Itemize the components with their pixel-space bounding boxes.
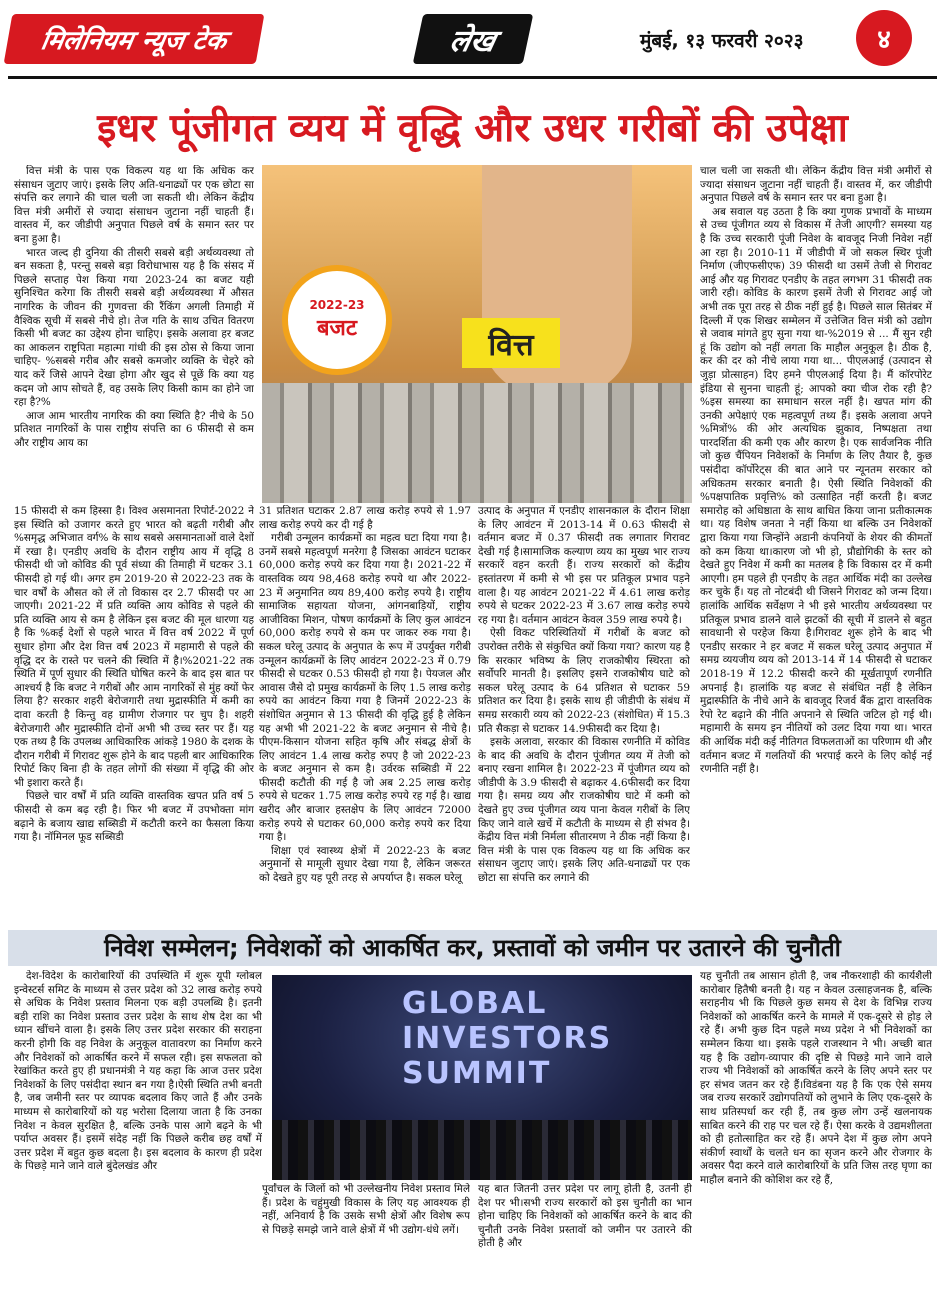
paragraph: इसके अलावा, सरकार की विकास रणनीति में कोविड के बाद की अवधि के दौरान पूंजीगत व्यय में तेजी को बनाए रखना शामिल है। 2022-23 में पूंजीगत व्यय को जीडीपी के 3.9 फीसदी से बढ़ाकर 4.6फीसदी कर दिया गया है। समग्र व्यय और राजकोषीय घाटे में कमी को देखते हुए उच्च पूंजीगत व्यय पाना केवल गरीबों के लिए किए जाने वाले खर्चे में कटौती के माध्यम से ही संभव है। केंद्रीय वित्त मंत्री निर्मला सीतारमण ने ठीक नहीं किया है।वित्त मंत्री के पास एक विकल्प यह था कि अधिक कर संसाधन जुटाए जाएं। इसके लिए अति-धनाढ्यों पर एक छोटा सा संपत्ति कर लगाने की: [478, 736, 690, 885]
paragraph: उत्पाद के अनुपात में एनडीए शासनकाल के दौरान शिक्षा के लिए आवंटन में 2013-14 में 0.63 फीसदी से वर्तमान बजट में 0.37 फीसदी तक लगातार गिरावट देखी गई है।सामाजिक कल्याण व्यय का मुख्य भार राज्य सरकारें वहन करती हैं। राज्य सरकारों को केंद्रीय हस्तांतरण में कमी से भी इस पर प्रतिकूल प्रभाव पड़ने वाला है। यह आवंटन 2021-22 में 4.61 लाख करोड़ रुपये से घटकर 2022-23 में 3.67 लाख करोड़ रुपये रह गया है। वर्तमान आवंटन केवल 359 लाख रुपये है।: [478, 505, 690, 626]
paragraph: आज आम भारतीय नागरिक की क्या स्थिति है? नीचे के 50 प्रतिशत नागरिकों के पास राष्ट्रीय संपत्ति का 6 फीसदी से कम और राष्ट्रीय आय का: [14, 409, 254, 449]
paragraph: यह चुनौती तब आसान होती है, जब नौकरशाही की कार्यशैली कारोबार हितैषी बनती है। यह न केवल उत्साहजनक है, बल्कि सराहनीय भी कि पिछले कुछ समय से देश के विभिन्न राज्य निवेशकों को आकर्षित करने के मामले में एक-दूसरे से होड़ ले रहे हैं। अभी कुछ दिन पहले मध्य प्रदेश ने भी निवेशकों का सम्मेलन किया था। इसके पहले राजस्थान ने भी। अच्छी बात यह है कि उद्योग-व्यापार की दृष्टि से पिछड़े माने जाने वाले राज्य भी निवेशकों को आकर्षित करने के लिए अपने स्तर पर हर संभव जतन कर रहे हैं।विडंबना यह है कि एक ऐसे समय जब राज्य सरकारें उद्योगपतियों को लुभाने के लिए एक-दूसरे के साथ प्रतिस्पर्धा कर रही हैं, तब कुछ लोग उन्हें खलनायक साबित करने की राह पर चल रहे हैं। ऐसा करके वे उद्यमशीलता को ही हतोत्साहित कर रहे हैं। अपने देश में कुछ लोग अपने संकीर्ण स्वार्थों के चलते धन का सृजन करने और रोजगार के अवसर पैदा करने वाले कारोबारियों के प्रति जिस तरह घृणा का माहौल बनाने की कोशिश कर रहे हैं,: [700, 970, 932, 1186]
paragraph: गरीबी उन्मूलन कार्यक्रमों का महत्व घटा दिया गया है। उनमें सबसे महत्वपूर्ण मनरेगा है जिसका आवंटन घटाकर 60,000 करोड़ रुपये कर दिया गया है। 2021-22 में वास्तविक व्यय 98,468 करोड़ रुपये था और 2022-23 में अनुमानित व्यय 89,400 करोड़ रुपये है। राष्ट्रीय सामाजिक सहायता योजना, आंगनबाड़ियों, राष्ट्रीय आजीविका मिशन, पोषण कार्यक्रमों के लिए कुल आवंटन 60,000 करोड़ रुपये से कम पर जाकर रुक गया है। सकल घरेलू उत्पाद के अनुपात के रूप में उपर्युक्त गरीबी उन्मूलन कार्यक्रमों के लिए आवंटन 2022-23 में 0.79 फीसदी से घटकर 0.53 फीसदी हो गया है। पेयजल और आवास जैसे दो प्रमुख कार्यक्रमों के लिए 1.5 लाख करोड़ रुपये का आवंटन किया गया है जिनमें 2022-23 के संशोधित अनुमान से 13 फीसदी की वृद्धि हुई है लेकिन यह अभी भी 2021-22 के बजट अनुमान से नीचे है।पीएम-किसान योजना सहित कृषि और संबद्ध क्षेत्रों के लिए आवंटन 1.4 लाख करोड़ रुपए है जो 2022-23 के बजट अनुमान से कम है। उर्वरक सब्सिडी में 22 फीसदी कटौती की गई है जो अब 2.25 लाख करोड़ रुपये से घटकर 1.75 लाख करोड़ रुपये रह गई है। खाद्य खरीद और बाजार हस्तक्षेप के लिए आवंटन 72000 करोड़ रुपये से घटाकर 60,000 करोड़ रुपये कर दिया गया है।: [259, 532, 471, 844]
budget-badge: [282, 265, 392, 375]
paragraph: 31 प्रतिशत घटाकर 2.87 लाख करोड़ रुपये से 1.97 लाख करोड़ रुपये कर दी गई है: [259, 505, 471, 531]
article-column-2: [259, 505, 471, 925]
article-column-4: [700, 165, 932, 925]
paragraph: चाल चली जा सकती थी। लेकिन केंद्रीय वित्त मंत्री अमीरों से ज्यादा संसाधन जुटाना नहीं चाहती हैं। वास्तव में, कर जीडीपी अनुपात पिछले वर्ष के समान स्तर पर बना हुआ है।: [700, 165, 932, 205]
second-column-3: [478, 1183, 692, 1288]
paragraph: शिक्षा एवं स्वास्थ्य क्षेत्रों में 2022-23 के बजट अनुमानों से मामूली सुधार देखा गया है, लेकिन जरूरत को देखते हुए यह पूरी तरह से अपर्याप्त है। सकल घरेलू: [259, 844, 471, 885]
paragraph: वित्त मंत्री के पास एक विकल्प यह था कि अधिक कर संसाधन जुटाए जाएं। इसके लिए अति-धनाढ्यों पर एक छोटा सा संपत्ति कर लगाने की चाल चली जा सकती थी। लेकिन केंद्रीय वित्त मंत्री अमीरों से ज्यादा संसाधन जुटाना नहीं चाहती हैं। वास्तव में, कर जीडीपी अनुपात पिछले वर्ष के समान स्तर पर बना हुआ है।: [14, 165, 254, 245]
coin-stacks-image: [262, 383, 692, 503]
article-column-1-top: [14, 165, 254, 505]
summit-photo: [272, 975, 692, 1180]
masthead-rule: [8, 76, 937, 79]
section-label: लेख: [413, 14, 534, 64]
summit-logo-text: GLOBAL INVESTORS SUMMIT: [402, 985, 613, 1091]
dateline: मुंबई, १३ फरवरी २०२३: [640, 30, 804, 52]
main-headline: इधर पूंजीगत व्यय में वृद्धि और उधर गरीबों की उपेक्षा: [97, 106, 848, 151]
page-number: ४: [856, 10, 912, 66]
paragraph: अब सवाल यह उठता है कि क्या गुणक प्रभावों के माध्यम से उच्च पूंजीगत व्यय से विकास में तेजी आएगी? समस्या यह है कि उच्च सरकारी पूंजी निवेश के बावजूद निजी निवेश नहीं आ रहा है। 2010-11 में जीडीपी में जो सकल स्थिर पूंजी निर्माण (जीएफसीएफ) 39 फीसदी था उसमें तेजी से गिरावट आई और यह गिरावट एनडीए के तहत लगभग 31 फीसदी तक जारी रही। कोविड के कारण इसमें तेजी से गिरावट आई जो अभी तक पूरा तरह से ठीक नहीं हुई है। पिछले साल सितंबर में दिल्ली में एक शिखर सम्मेलन में उत्तेजित वित्त मंत्री को उद्योग से जवाब मांगते हुए सुना गया था-%2019 से ... मैं सुन रही हूं कि उद्योग को नहीं लगता कि माहौल अनुकूल है। ठीक है, कर की दर को नीचे लाया गया था... पीएलआई (उत्पादन से जुड़ा प्रोत्साहन) दिए हमने पीएलआई दिया है। मैं कॉरपोरेट इंडिया से सुनना चाहती हूं; आपको क्या चीज रोक रही है?%इस समस्या का समाधान सरल नहीं है। खपत मांग की उनकी अपेक्षाएं एक महत्वपूर्ण तथ्य हैं। इसके अलावा अपने %मित्रों% की ओर अत्यधिक झुकाव, निष्पक्षता तथा पारदर्शिता की कमी एक और कारण है। एक सार्वजनिक नीति जो कुछ चैंपियन निवेशकों के निर्माण के लिए तैयार है, कुछ पसंदीदा कॉर्पोरेट्स की बात आने पर न्यूनतम सरकार को अधिकतम सरकार बनाती है। ऐसी स्थिति निवेशकों की %पक्षपातिक प्रवृत्ति% को उत्साहित नहीं करती है। बजट समारोह को अधिष्ठाता के साथ बाधित किया जाना प्रतीकात्मक था। यह विशेष जनता ने नहीं किया था बल्कि उन निवेशकों द्वारा किया गया जिन्होंने अडानी कंपनियों के शेयर की कीमतों को कम किया था।कारण जो भी हो, प्रौद्योगिकी के स्तर को देखते हुए निवेश में कमी का मतलब है कि विकास दर में कमी आएगी। हम पहले ही एनडीए के तहत आर्थिक मंदी का उल्लेख कर चुके हैं। यह तो नोटबंदी थी जिसने गिरावट को जन्म दिया। हालांकि आर्थिक सर्वेक्षण ने भी इसे भारतीय अर्थव्यवस्था पर प्रतिकूल प्रभाव डालने वाले झटकों की सूची में डालने से बहुत सावधानी से परहेज किया है।गिरावट शुरू होने के बाद भी एनडीए सरकार ने हर बजट में सकल घरेलू उत्पाद अनुपात में समग्र व्ययजीय व्यय को 2013-14 में 14 फीसदी से घटाकर 2018-19 में 12.2 फीसदी करने की मूर्खतापूर्ण रणनीति अपनाई है। हालांकि यह बजट से संबंधित नहीं है लेकिन मुद्रास्फीति के नीचे आने के बावजूद रिजर्व बैंक द्वारा वास्तविक रेपो रेट बढ़ाने की नीति अपनाने से स्थिति जटिल हो गई थी। महामारी के समय इन नीतियों को उलट दिया गया था। भारत की आर्थिक मंदी कई नीतिगत विफलताओं का परिणाम थी और वर्तमान बजट में गलतियों की भरपाई करने के लिए कोई नई रणनीति नहीं है।: [700, 205, 932, 776]
budget-word: बजट: [317, 316, 357, 341]
second-column-1: [14, 970, 262, 1288]
paper-name: मिलेनियम न्यूज टेक: [4, 14, 265, 64]
paragraph: पिछले चार वर्षों में प्रति व्यक्ति वास्तविक खपत प्रति वर्ष 5 फीसदी से कम बढ़ रही है। फिर भी बजट में उपभोक्ता मांग बढ़ाने के बजाय खाद्य सब्सिडी में कटौती करने का फैसला किया गया है। नॉमिनल फूड सब्सिडी: [14, 790, 254, 844]
article-column-1-bottom: [14, 505, 254, 925]
paragraph: भारत जल्द ही दुनिया की तीसरी सबसे बड़ी अर्थव्यवस्था तो बन सकता है, परन्तु सबसे बड़ा विरोधाभास यह है कि संसद में पिछले सप्ताह पेश किया गया 2023-24 का बजट यही सुनिश्चित करेगा कि तीसरी सबसे बड़ी अर्थव्यवस्था में औसत नागरिक के जीवन की गुणवत्ता की रैंकिंग अगली तिमाही में वैश्विक सूची में सबसे नीचे हो। तेज गति के साथ उचित वितरण किसी भी बजट का उद्देश्य होना चाहिए। इसके अलावा हर बजट का आकलन राष्ट्रपिता महात्मा गांधी की इस ठोस से किया जाना चाहिए- %सबसे गरीब और सबसे कमजोर व्यक्ति के चेहरे को याद करें जिसे आपने देखा होगा और खुद से पूछें कि क्या यह कदम जो आप सोचते हैं, वह उसके लिए किसी काम का होने जा रहा है?%: [14, 246, 254, 409]
paragraph: ऐसी विकट परिस्थितियों में गरीबों के बजट को उपरोक्त तरीके से संकुचित क्यों किया गया? कारण यह है कि सरकार भविष्य के लिए राजकोषीय स्थिरता को सर्वोपरि मानती है। इसलिए इसने राजकोषीय घाटे को सकल घरेलू उत्पाद के 64 प्रतिशत से घटाकर 59 प्रतिशत कर दिया है। इसके साथ ही जीडीपी के संबंध में समग्र सरकारी व्यय को 2022-23 (संशोधित) में 15.3 प्रति सैकड़ा से घटाकर 14.9फीसदी कर दिया है।: [478, 627, 690, 735]
paragraph: यह बात जितनी उत्तर प्रदेश पर लागू होती है, उतनी ही देश पर भी।सभी राज्य सरकारों को इस चुनौती का भान होना चाहिए कि निवेशकों को आकर्षित करने के बाद की चुनौती उनके निवेश प्रस्तावों को जमीन पर उतारने की होती है और: [478, 1183, 692, 1250]
paragraph: 15 फीसदी से कम हिस्सा है। विश्व असमानता रिपोर्ट-2022 ने इस स्थिति को उजागर करते हुए भारत को बढ़ती गरीबी और %समृद्ध अभिजात वर्ग% के साथ सबसे असमानताओं वाले देशों में रखा है। एनडीए अवधि के दौरान राष्ट्रीय आय में वृद्धि 8 फीसदी थी जो कोविड की पूर्व संध्या की तिमाही में घटकर 3.1 फीसदी हो गई थी। अगर हम 2019-20 से 2022-23 तक के चार वर्षों के औसत को लें तो विकास दर 2.7 फीसदी पर आ जाएगी। 2021-22 में प्रति व्यक्ति आय कोविड से पहले की प्रति व्यक्ति आय से कम है लेकिन इस बजट की मूल धारणा यह है कि %कई देशों से पहले भारत में वित्त वर्ष 2022 में पूर्ण सुधार होगा और देश वित्त वर्ष 2023 में महामारी से पहले की वृद्धि दर के रास्ते पर चलने की स्थिति में है।%2021-22 तक स्थिति में पूर्ण सुधार की स्थिति घोषित करने के बाद इस बात पर आश्चर्य है कि बजट ने गरीबों और आम नागरिकों से मुंह क्यों फेर लिया है? सरकार शहरी बेरोजगारी तथा मुद्रास्फीति में कमी का दावा करती है किन्तु वह ग्रामीण रोजगार पर चुप है। शहरी बेरोजगारी और मुद्रास्फीति दोनों अभी भी उच्च स्तर पर हैं। यह एक तथ्य है कि उपलब्ध आधिकारिक आंकड़े 1980 के दशक के दौरान गरीबी में गिरावट शुरू होने के बाद पहली बार आधिकारिक रिपोर्ट किए बिना ही के तहत लोगों की संख्या में वृद्धि की ओर भी इशारा करते हैं।: [14, 505, 254, 789]
paragraph: पूर्वांचल के जिलों को भी उल्लेखनीय निवेश प्रस्ताव मिले हैं। प्रदेश के चहुंमुखी विकास के लिए यह आवश्यक ही नहीं, अनिवार्य है कि उसके सभी क्षेत्रों और विशेष रूप से पिछड़े समझे जाने वाले क्षेत्रों में भी उद्योग-धंधे लगें।: [262, 1183, 470, 1236]
finance-label: वित्त: [462, 318, 560, 368]
crowd-image: [272, 1120, 692, 1180]
budget-year: 2022-23: [309, 298, 365, 312]
second-headline: निवेश सम्मेलन; निवेशकों को आकर्षित कर, प्रस्तावों को जमीन पर उतारने की चुनौती: [104, 934, 841, 962]
article-column-3: [478, 505, 690, 925]
second-column-4: [700, 970, 932, 1288]
masthead: [8, 6, 937, 72]
paragraph: देश-विदेश के कारोबारियों की उपस्थिति में शुरू यूपी ग्लोबल इन्वेस्टर्स समिट के माध्यम से उत्तर प्रदेश को 32 लाख करोड़ रुपये से अधिक के निवेश प्रस्ताव मिलना एक बड़ी उपलब्धि है। इतनी बड़ी राशि का निवेश प्रस्ताव उत्तर प्रदेश के साथ शेष देश का भी ध्यान खींचने वाला है। इसके लिए उत्तर प्रदेश सरकार की सराहना करनी होगी कि वह निवेश के अनुकूल वातावरण का निर्माण करने और निवेशकों को आकर्षित करने में सफल रही। इस सफलता को रेखांकित करते हुए ही प्रधानमंत्री ने यह कहा कि आज उत्तर प्रदेश निवेशकों के लिए पसंदीदा स्थान बन गया है।ऐसी स्थिति तभी बनती है, जब जमीनी स्तर पर व्यापक बदलाव किए जाते हैं और उनके माध्यम से कारोबारियों को यह भरोसा दिलाया जाता है कि उनका निवेश न केवल सुरक्षित है, बल्कि उनके पास आगे बढ़ने के भी पर्याप्त अवसर हैं। इसमें संदेह नहीं कि पिछले करीब छह वर्षों में उत्तर प्रदेश में बहुत कुछ बदला है। इस बदलाव के कारण ही प्रदेश के पिछड़े माने जाने वाले बुंदेलखंड और: [14, 970, 262, 1173]
second-column-2: [262, 1183, 470, 1288]
